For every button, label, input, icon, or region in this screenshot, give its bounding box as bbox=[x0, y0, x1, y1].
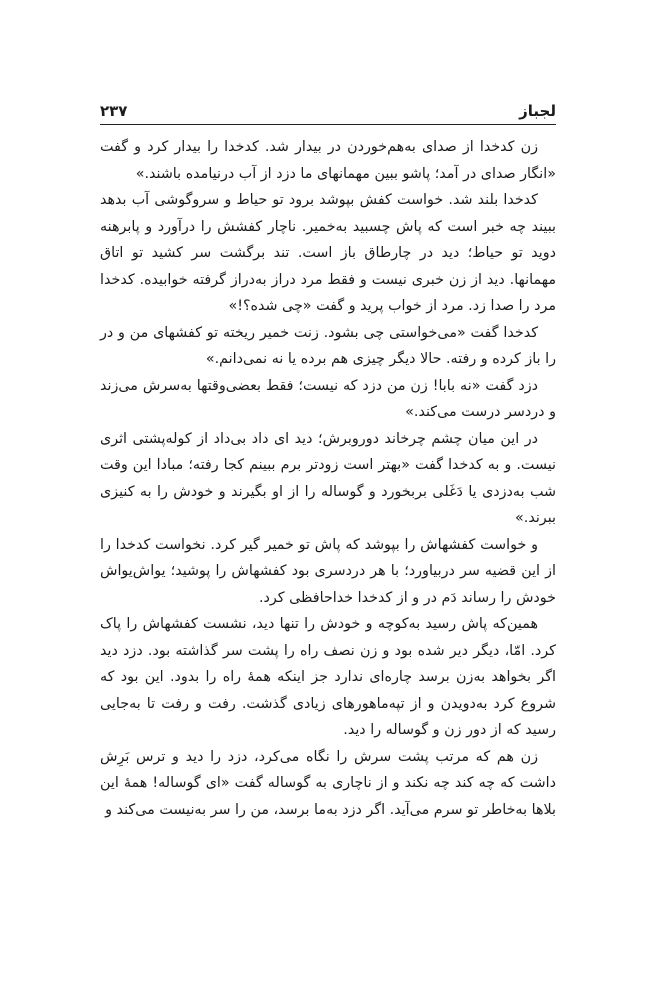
paragraph: کدخدا بلند شد. خواست کفش بپوشد برود تو حیاط و سروگوشی آب بدهد ببیند چه خبر است که پاش چسبید به‌خمیر. ناچار کفشش را درآورد و پابرهنه دوید تو حیاط؛ دید در چارطاق باز است. تند برگشت سر کشید تو اتاق مهمانها. دید از زن خبری نیست و فقط مرد دراز به‌دراز گرفته خوابیده. کدخدا مرد را صدا زد. مرد از خواب پرید و گفت «چی شده؟!» bbox=[100, 192, 556, 314]
header-rule bbox=[100, 124, 556, 125]
paragraph: کدخدا گفت «می‌خواستی چی بشود. زنت خمیر ریخته تو کفشهای من و در را باز کرده و رفته. حالا دیگر چیزی هم برده یا نه نمی‌دانم.» bbox=[100, 324, 556, 367]
paragraph: و خواست کفشهاش را بپوشد که پاش تو خمیر گیر کرد. نخواست کدخدا را از این قضیه سر دربیاورد؛ با هر دردسری بود کفشهاش را پوشید؛ یواش‌یواش خودش را رساند دَم در و از کدخدا خداحافظی کرد. bbox=[100, 536, 556, 606]
paragraph: دزد گفت «نه بابا! زن من دزد که نیست؛ فقط بعضی‌وقتها به‌سرش می‌زند و دردسر درست می‌کند.» bbox=[100, 377, 556, 420]
paragraph: زن هم که مرتب پشت سرش را نگاه می‌کرد، دزد را دید و ترس بَرِش داشت که چه کند چه نکند و از ناچاری به گوساله گفت «ای گوساله! همهٔ این بلاها به‌خاطر تو سرم می‌آید. اگر دزد به‌ما برسد، من را سر به‌نیست می‌کند و bbox=[100, 748, 556, 818]
paragraph: همین‌که پاش رسید به‌کوچه و خودش را تنها دید، نشست کفشهاش را پاک کرد. امّا، دیگر دیر شده بود و زن نصف راه را پشت سر گذاشته بود. دزد دید اگر بخواهد به‌زن برسد چاره‌ای ندارد جز اینکه همهٔ راه را بدود. این بود که شروع کرد به‌دویدن و از تپه‌ماهورهای زیادی گذشت. رفت و رفت تا به‌جایی رسید که از دور زن و گوساله را دید. bbox=[100, 616, 556, 738]
paragraph: در این میان چشم چرخاند دوروبرش؛ دید ای داد بی‌داد از کوله‌پشتی اثری نیست. و به کدخدا گفت «بهتر است زودتر برم ببینم کجا رفته؛ مبادا این وقت شب به‌دزدی یا دَغَلی بربخورد و گوساله را از او بگیرند و خودش را به کنیزی ببرند.» bbox=[100, 430, 556, 526]
page-number: ۲۳۷ bbox=[100, 102, 128, 120]
running-title: لجباز bbox=[519, 102, 556, 120]
body-text bbox=[100, 134, 556, 823]
paragraph: زن کدخدا از صدای به‌هم‌خوردن در بیدار شد. کدخدا را بیدار کرد و گفت «انگار صدای در آمد؛ پاشو ببین مهمانهای ما دزد از آب درنیامده باشند.» bbox=[100, 139, 556, 182]
page-header bbox=[100, 90, 556, 120]
